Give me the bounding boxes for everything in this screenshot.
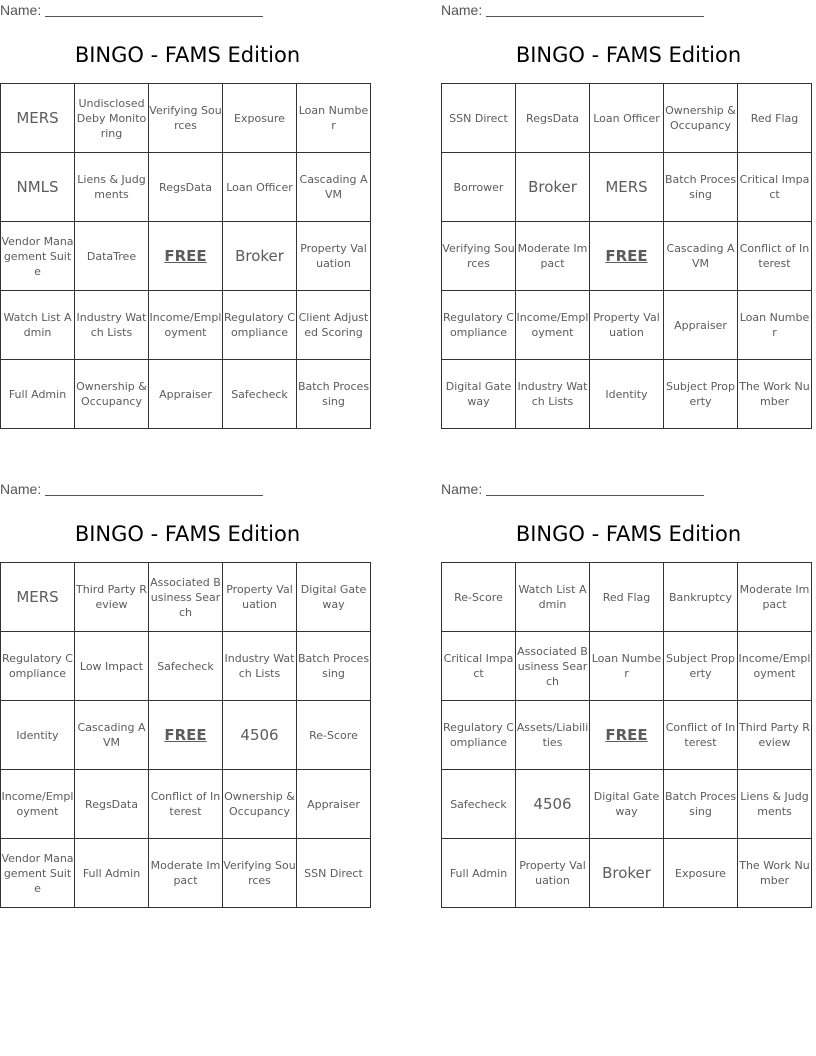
- bingo-cell: [738, 701, 812, 770]
- bingo-cell-text: Low Impact: [79, 659, 144, 673]
- bingo-cell: [75, 632, 149, 701]
- bingo-cell-text: Appraiser: [159, 387, 212, 401]
- bingo-cell: [297, 291, 371, 360]
- card-title: BINGO - FAMS Edition: [74, 43, 301, 67]
- bingo-cell: [516, 839, 590, 908]
- bingo-cell-text: Conflict of Interest: [665, 721, 736, 749]
- bingo-cell-text: Regulatory Compliance: [443, 721, 514, 749]
- bingo-cell: [590, 84, 664, 153]
- name-line: [0, 479, 263, 501]
- bingo-cell: [297, 360, 371, 429]
- bingo-cell-text: FREE: [605, 725, 648, 744]
- bingo-cell-text: Industry Watch Lists: [517, 380, 588, 408]
- bingo-cell: [516, 360, 590, 429]
- bingo-cell: [442, 839, 516, 908]
- bingo-cell: [516, 291, 590, 360]
- bingo-cell: [590, 360, 664, 429]
- bingo-cell: [223, 84, 297, 153]
- bingo-cell: [75, 222, 149, 291]
- bingo-cell-text: Vendor Management Suite: [1, 234, 74, 278]
- bingo-cell: [664, 701, 738, 770]
- bingo-cell: [297, 632, 371, 701]
- bingo-cell: [1, 84, 75, 153]
- bingo-cell: [297, 770, 371, 839]
- bingo-cell: [223, 360, 297, 429]
- bingo-cell: [75, 84, 149, 153]
- bingo-cell-text: Conflict of Interest: [150, 790, 221, 818]
- name-blank-line: [486, 0, 704, 17]
- bingo-cell: [664, 360, 738, 429]
- bingo-cell: [75, 360, 149, 429]
- bingo-cell-text: Batch Processing: [297, 380, 370, 408]
- bingo-cell: [516, 632, 590, 701]
- bingo-cell: [516, 153, 590, 222]
- name-blank-line: [45, 0, 263, 17]
- bingo-cell-text: Income/Employment: [1, 790, 74, 818]
- bingo-cell-text: Associated Business Search: [150, 575, 221, 619]
- bingo-cell-text: Watch List Admin: [518, 583, 587, 611]
- bingo-cell: [590, 153, 664, 222]
- name-blank-line: [486, 479, 704, 496]
- name-line: [441, 479, 704, 501]
- bingo-cell: [75, 563, 149, 632]
- bingo-grid: [441, 83, 812, 429]
- name-label: Name:: [441, 2, 483, 18]
- bingo-cell-text: NMLS: [16, 177, 59, 196]
- bingo-cell-text: Income/Employment: [516, 311, 589, 339]
- bingo-cell: [75, 153, 149, 222]
- bingo-cell-text: RegsData: [159, 180, 212, 194]
- bingo-cell-text: Full Admin: [449, 866, 508, 880]
- bingo-cell-text: Cascading AVM: [666, 242, 735, 270]
- bingo-cell: [516, 222, 590, 291]
- bingo-cell: [738, 770, 812, 839]
- bingo-cell-text: Critical Impact: [739, 173, 810, 201]
- bingo-cell-text: Subject Property: [665, 652, 736, 680]
- bingo-cell-text: 4506: [240, 725, 279, 744]
- bingo-cell-text: Subject Property: [665, 380, 736, 408]
- bingo-cell: [1, 222, 75, 291]
- bingo-cell: [1, 563, 75, 632]
- bingo-cell-text: Property Valuation: [593, 311, 660, 339]
- bingo-cell-text: Liens & Judgments: [77, 173, 146, 201]
- bingo-cell-text: Digital Gateway: [300, 583, 367, 611]
- bingo-cell: [738, 291, 812, 360]
- bingo-cell-text: Regulatory Compliance: [2, 652, 73, 680]
- bingo-cell-text: Verifying Sources: [149, 104, 222, 132]
- bingo-cell: [223, 701, 297, 770]
- bingo-cell-text: Appraiser: [674, 318, 727, 332]
- bingo-cell-text: Industry Watch Lists: [76, 311, 147, 339]
- bingo-cell: [442, 360, 516, 429]
- bingo-cell-text: SSN Direct: [304, 866, 363, 880]
- bingo-cell-text: Full Admin: [8, 387, 67, 401]
- bingo-cell-text: Broker: [528, 177, 577, 196]
- bingo-cell-text: Broker: [235, 246, 284, 265]
- bingo-cell: [223, 770, 297, 839]
- bingo-cell: [664, 770, 738, 839]
- bingo-cell-text: RegsData: [85, 797, 138, 811]
- bingo-cell: [75, 291, 149, 360]
- bingo-cell: [223, 563, 297, 632]
- bingo-cell-text: Exposure: [675, 866, 726, 880]
- bingo-cell: [590, 770, 664, 839]
- bingo-cell: [664, 563, 738, 632]
- bingo-cell: [223, 222, 297, 291]
- bingo-cell: [1, 291, 75, 360]
- bingo-cell: [297, 84, 371, 153]
- bingo-cell-text: Batch Processing: [664, 790, 737, 818]
- bingo-cell-text: Undisclosed Deby Monitoring: [76, 96, 147, 140]
- bingo-cell: [149, 84, 223, 153]
- bingo-cell-text: Identity: [16, 728, 59, 742]
- bingo-cell-text: Digital Gateway: [593, 790, 660, 818]
- bingo-cell: [442, 153, 516, 222]
- bingo-cell-text: Liens & Judgments: [740, 790, 809, 818]
- bingo-cell: [442, 84, 516, 153]
- bingo-cell-text: Moderate Impact: [517, 242, 588, 270]
- bingo-cell-text: Safecheck: [157, 659, 214, 673]
- bingo-cell: [223, 153, 297, 222]
- name-line: [0, 0, 263, 22]
- bingo-cell: [149, 770, 223, 839]
- bingo-cell-text: RegsData: [526, 111, 579, 125]
- free-space-cell: [590, 701, 664, 770]
- bingo-cell: [297, 222, 371, 291]
- bingo-cell: [516, 563, 590, 632]
- bingo-card-4: [441, 479, 816, 909]
- bingo-cell: [664, 839, 738, 908]
- bingo-cell-text: Verifying Sources: [442, 242, 515, 270]
- name-label: Name:: [441, 481, 483, 497]
- bingo-cell: [664, 153, 738, 222]
- name-label: Name:: [0, 2, 42, 18]
- bingo-cell-text: MERS: [605, 177, 648, 196]
- bingo-cell-text: Assets/Liabilities: [516, 721, 589, 749]
- bingo-cell: [442, 701, 516, 770]
- bingo-cell: [223, 291, 297, 360]
- bingo-cell: [149, 839, 223, 908]
- bingo-cell-text: The Work Number: [739, 380, 810, 408]
- bingo-card-1: [0, 0, 375, 430]
- bingo-cell-text: Red Flag: [602, 590, 651, 604]
- bingo-cell-text: Regulatory Compliance: [224, 311, 295, 339]
- bingo-cell-text: Conflict of Interest: [739, 242, 810, 270]
- bingo-cell-text: Ownership & Occupancy: [76, 380, 147, 408]
- bingo-cell: [1, 632, 75, 701]
- card-title: BINGO - FAMS Edition: [515, 43, 742, 67]
- free-space-cell: [590, 222, 664, 291]
- bingo-cell-text: The Work Number: [739, 859, 810, 887]
- bingo-cell-text: Re-Score: [454, 590, 503, 604]
- bingo-cell-text: Property Valuation: [519, 859, 586, 887]
- bingo-cell-text: Property Valuation: [226, 583, 293, 611]
- bingo-grid: [0, 83, 371, 429]
- bingo-cell: [1, 839, 75, 908]
- free-space-cell: [149, 701, 223, 770]
- bingo-cell-text: Property Valuation: [300, 242, 367, 270]
- bingo-cell: [1, 153, 75, 222]
- bingo-cell-text: Critical Impact: [443, 652, 514, 680]
- bingo-cell-text: Verifying Sources: [223, 859, 296, 887]
- bingo-cell: [149, 153, 223, 222]
- name-label: Name:: [0, 481, 42, 497]
- bingo-cell-text: Bankruptcy: [669, 590, 732, 604]
- bingo-cell-text: Third Party Review: [739, 721, 810, 749]
- bingo-cell-text: Associated Business Search: [517, 644, 588, 688]
- bingo-grid: [0, 562, 371, 908]
- bingo-cell: [1, 701, 75, 770]
- bingo-cell-text: Ownership & Occupancy: [665, 104, 736, 132]
- bingo-cell: [149, 291, 223, 360]
- bingo-cell: [297, 153, 371, 222]
- bingo-cell: [75, 701, 149, 770]
- bingo-cell: [149, 563, 223, 632]
- bingo-cell: [738, 360, 812, 429]
- bingo-cell-text: Loan Number: [739, 311, 810, 339]
- bingo-cell-text: Vendor Management Suite: [1, 851, 74, 895]
- card-title: BINGO - FAMS Edition: [74, 522, 301, 546]
- bingo-cell-text: Ownership & Occupancy: [224, 790, 295, 818]
- bingo-cell-text: FREE: [164, 246, 207, 265]
- bingo-cell-text: Income/Employment: [738, 652, 811, 680]
- bingo-cell: [738, 222, 812, 291]
- bingo-cell-text: Loan Number: [591, 652, 662, 680]
- bingo-cell-text: Loan Officer: [593, 111, 660, 125]
- bingo-cell-text: Batch Processing: [664, 173, 737, 201]
- bingo-cell: [516, 701, 590, 770]
- bingo-cell-text: DataTree: [86, 249, 137, 263]
- bingo-cell: [442, 632, 516, 701]
- bingo-cell-text: Broker: [602, 863, 651, 882]
- bingo-cell: [223, 839, 297, 908]
- bingo-cell: [664, 632, 738, 701]
- bingo-cell-text: Safecheck: [450, 797, 507, 811]
- bingo-cell-text: Appraiser: [307, 797, 360, 811]
- bingo-cell: [516, 84, 590, 153]
- bingo-cell: [590, 291, 664, 360]
- bingo-cell-text: Cascading AVM: [77, 721, 146, 749]
- bingo-cell-text: FREE: [164, 725, 207, 744]
- bingo-cell-text: Safecheck: [231, 387, 288, 401]
- bingo-cell: [664, 222, 738, 291]
- bingo-cell: [1, 360, 75, 429]
- bingo-cell: [223, 632, 297, 701]
- bingo-cell-text: MERS: [16, 108, 59, 127]
- bingo-cell: [149, 360, 223, 429]
- bingo-cell: [516, 770, 590, 839]
- bingo-cell-text: Moderate Impact: [150, 859, 221, 887]
- bingo-cell: [297, 839, 371, 908]
- bingo-cell-text: Identity: [605, 387, 648, 401]
- bingo-card-3: [0, 479, 375, 909]
- bingo-cell: [738, 563, 812, 632]
- card-title: BINGO - FAMS Edition: [515, 522, 742, 546]
- bingo-cell: [738, 839, 812, 908]
- bingo-cell: [1, 770, 75, 839]
- bingo-cell: [738, 84, 812, 153]
- free-space-cell: [149, 222, 223, 291]
- bingo-cell: [442, 770, 516, 839]
- bingo-cell-text: Batch Processing: [297, 652, 370, 680]
- bingo-cell-text: Exposure: [234, 111, 285, 125]
- bingo-cell: [297, 563, 371, 632]
- name-line: [441, 0, 704, 22]
- bingo-cell-text: Red Flag: [750, 111, 799, 125]
- bingo-cell: [442, 563, 516, 632]
- bingo-cell-text: Loan Officer: [226, 180, 293, 194]
- bingo-cell-text: Loan Number: [298, 104, 369, 132]
- bingo-cell-text: Watch List Admin: [3, 311, 72, 339]
- bingo-cell-text: Re-Score: [309, 728, 358, 742]
- bingo-cell-text: Moderate Impact: [739, 583, 810, 611]
- bingo-cell-text: Digital Gateway: [445, 380, 512, 408]
- bingo-cell-text: Income/Employment: [149, 311, 222, 339]
- bingo-cell: [664, 291, 738, 360]
- bingo-cell: [442, 291, 516, 360]
- bingo-cell: [590, 563, 664, 632]
- bingo-cell: [75, 839, 149, 908]
- bingo-cell-text: Industry Watch Lists: [224, 652, 295, 680]
- bingo-grid: [441, 562, 812, 908]
- bingo-cell-text: Cascading AVM: [299, 173, 368, 201]
- bingo-cell-text: FREE: [605, 246, 648, 265]
- bingo-cell-text: SSN Direct: [449, 111, 508, 125]
- bingo-cell-text: Full Admin: [82, 866, 141, 880]
- bingo-cell-text: Third Party Review: [76, 583, 147, 611]
- bingo-cell: [297, 701, 371, 770]
- bingo-cell: [590, 632, 664, 701]
- bingo-cell: [590, 839, 664, 908]
- bingo-cell: [738, 153, 812, 222]
- bingo-cell-text: Regulatory Compliance: [443, 311, 514, 339]
- bingo-cell: [442, 222, 516, 291]
- bingo-cell-text: Client Adjusted Scoring: [298, 311, 369, 339]
- bingo-cell-text: 4506: [533, 794, 572, 813]
- bingo-cell-text: Borrower: [453, 180, 504, 194]
- bingo-cell: [738, 632, 812, 701]
- bingo-card-2: [441, 0, 816, 430]
- bingo-cell-text: MERS: [16, 587, 59, 606]
- name-blank-line: [45, 479, 263, 496]
- bingo-cell: [664, 84, 738, 153]
- bingo-cell: [149, 632, 223, 701]
- bingo-cell: [75, 770, 149, 839]
